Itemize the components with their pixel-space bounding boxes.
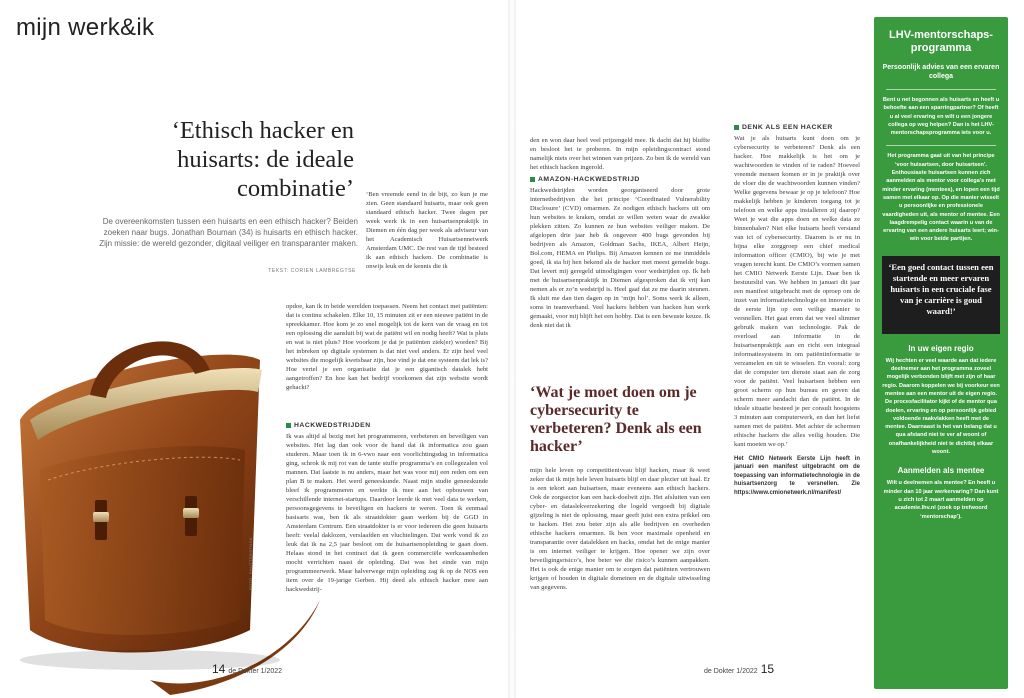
page-number: 15	[760, 662, 775, 676]
col-a-wide	[286, 302, 488, 392]
paragraph: ‘Ben vreemde eend in de bijt, zo kun je me zien. Geen standaard huisarts, maar ook geen standaard ethisch hacker. Twee dagen per week werk ik in een huisartsenpraktijk in Diemen en één dag per week als adviseur van het Academisch Huisartsennetwerk Amsterdam UMC. De rest van de tijd besteed ik aan ethisch hacken. De combinatie is onwijs leuk en de kennis die ik	[366, 191, 488, 270]
subhead-denk-als-hacker	[734, 123, 860, 132]
sidebar-paragraph: Bent u net begonnen als huisarts en heeft u behoefte aan een sparringpartner? Of heeft u al veel ervaring en wilt u een jongere collega op weg helpen? Dan is het LHV-mentorschapsprogramma iets voor u.	[882, 97, 1000, 137]
subhead-amazon	[530, 175, 710, 184]
page-number: 14	[212, 662, 226, 676]
divider	[886, 89, 996, 90]
sidebar-quote: ‘Een goed contact tussen een startende en meer ervaren huisarts in een cruciale fase van je carrière is goud waard!’	[882, 256, 1000, 334]
folio-right	[704, 662, 774, 676]
sidebar-heading: Aanmelden als mentee	[897, 466, 985, 476]
paragraph: Ik was altijd al bezig met het programmeren, verbeteren en beveiligen van websites. Het lag dan ook voor de hand dat ik informatica zou gaan studeren. Maar toen ik in 6-vwo naar een voorlichtingsdag in informatica ging, schrok ik mij rot van de tante stuffe programma’s en collegezalen vol mannen. Dat laatste is nu anders, maar het was voor mij een reden om een plan B te maken. Het werd geneeskunde. Naast mijn studie geneeskunde bleef ik programmeren en werkte ik mee aan het opbouwen van verschillende internet-startups. Daardoor leerde ik met veel data te werken, persoonsgegevens te beveiligen en hackers te weren. Toen ik eenmaal basisarts was, ben ik als straatdokter gaan werken bij de GGD in Amsterdam Centrum. Een straatdokter is er voor iedereen die geen huisarts heeft: veelal daklozen, verslaafden en vluchtelingen. Dat werk vond ik zo leuk dat ik na 2,5 jaar besloot om de huisartsenopleiding te gaan doen. Helaas stond in het contract dat ik geen commerciële werkzaamheden mocht verrichten naast de opleiding. Dat was het einde van mijn programmeerwerk. Maar halverwege mijn opleiding zag ik op de NOS een item over de 19-jarige Gerben. Hij deed als ethisch hacker mee aan hackwedstrij-	[286, 433, 488, 593]
subhead-label: HACKWEDSTRIJDEN	[294, 422, 371, 429]
sidebar-subtitle: Persoonlijk advies van een ervaren collega	[882, 64, 1000, 80]
folio-left	[212, 662, 282, 676]
cmio-note: Het CMIO Netwerk Eerste Lijn heeft in januari een manifest uitgebracht om de toepassing van informatietechnologie in de huisartsenzorg te versnellen. Zie https://www.cmionetwerk.nl/manifest/	[734, 456, 860, 496]
square-icon	[530, 177, 535, 182]
magazine-name: de Dokter 1/2022	[228, 668, 283, 675]
square-icon	[734, 125, 739, 130]
photo-credit: FOTO: SHUTTERSTOCK	[248, 536, 253, 590]
author-credit: TEKST: CORIEN LAMBREGTSE	[268, 268, 356, 274]
paragraph: Hackwedstrijden worden georganiseerd door grote internetbedrijven die het principe ‘Coordinated Vulnerability Disclosure’ (CVD) omarmen. Ze nodigen ethisch hackers uit om hun websites te kraken, omdat ze willen weten waar de zwakke plekken zitten. Zo kunnen ze hun websites veiliger maken. De afgelopen drie jaar heb ik ongeveer 400 bugs gevonden bij bedrijven als Amazon, Goldman Sachs, IKEA, Albert Heijn, Bol.com, HEMA en Philips. Bij Amazon kennen ze me inmiddels goed, ik sta bij hen bekend als de hacker met meest gemelde bugs. Dat levert mij geregeld uitnodigingen voor wedstrijden op. Ik heb met de huisartsenpraktijk in Diemen afgesproken dat ik vrij kan nemen als er zo’n wedstrijd is. Heel gaaf dat ze me daarin steunen. Ik sluit me dan tien dagen op in ‘mijn hol’. Soms werk ik alleen, soms in teamverband. Veel hackers hebben van hacken hun werk gemaakt, voor mij blijft het een hobby. Dat is een bewuste keuze. Ik denk niet dat ik	[530, 187, 710, 329]
sidebar-heading: In uw eigen regio	[908, 343, 974, 353]
sidebar-paragraph: Wij hechten er veel waarde aan dat iedere deelnemer aan het programma zoveel mogelijk verbonden blijft met zijn of haar regio. Daarom koppelen we bij voorkeur een mentee aan een mentor uit de eigen regio. De procesfacilitator kijkt of de mentor qua doelen, ervaring en op persoonlijk gebied voldoende raakvlakken heeft met de mentee. Daarnaast is het van belang dat u qua afstand niet te ver af woont of onafhankelijkheid niet te dichtbij elkaar woont.	[882, 357, 1000, 456]
paragraph: opdoe, kan ik in beide werelden toepassen. Neem het contact met patiënten: dat is continu schakelen. Elke 10, 15 minuten zit er een nieuwe patiënt in de spreekkamer. Hoe kom je zo snel mogelijk tot de kern van de vraag en tot een oplossing die aansluit bij wat de patiënt wil en nodig heeft? Wat is pluis en wat is niet pluis? Hoe voorkom je dat je patiënten ziek(er) worden? Bij het inbreken op digitale systemen is dat niet veel anders. Er zijn heel veel websites die mogelijk kwetsbaar zijn, hoe vind je dat ene systeem dat lek is? Hoe vertel je een organisatie dat je een gigantisch datalek hebt aangetroffen? En hoe kan het bedrijf voorkomen dat zijn website wordt gehackt?	[286, 303, 488, 391]
subhead-label: AMAZON-HACKWEDSTRIJD	[538, 176, 640, 183]
col-c	[734, 120, 860, 497]
subhead-hackwedstrijden	[286, 421, 488, 430]
magazine-name: de Dokter 1/2022	[704, 668, 758, 675]
subhead-label: DENK ALS EEN HACKER	[742, 124, 833, 131]
col-a-lower	[286, 418, 488, 594]
paragraph: mijn hele leven op competitieniveau blijf hacken, maar ik weet zeker dat ik mijn hele leven huisarts blijf en daar plezier uit haal. Er is een tekort aan huisartsen, maar eveneens aan ethisch hackers. Ook de zorgsector kan een hack-doelwit zijn. Het afsluiten van een cyber- en dataslekverzekering die logeld vergoedt bij digitale gijzeling is niet de oplossing, maar geeft juist een extra prikkel om te hacken. Het zou beter zijn als alle bedrijven en overheden ethische hackers omarmen. Ik ben voor maximale openheid en transparantie over datalekken en hacks, omdat het de enige manier is om internet veiliger te krijgen. Hoe opener we zijn over beveiligingsrisico’s, hoe beter we die risico’s kunnen aanpakken. Het is ook de enige manier om te zorgen dat patiënten vertrouwen krijgen of houden in digitale domeinen en de digitale uitwisseling van gegevens.	[530, 467, 710, 591]
sidebar-paragraph: Wilt u deelnemen als mentee? En heeft u minder dan 10 jaar werkervaring? Dan kunt u zich tot 2 maart aanmelden op academie.lhv.nl (zoek op trefwoord ‘mentorschap’).	[883, 480, 999, 520]
paragraph: Wat je als huisarts kunt doen om je cybersecurity te verbeteren? Denk als een hacker. Hoe makkelijk is het om je wachtwoorden te vinden of te raden? Hoeveel vreemde mensen komen er in je praktijk over de vloer die de wachtwoorden kunnen vinden? Welke gegevens bewaar je op je telefoon? Hoe makkelijk hebben je kinderen toegang tot je telefoon en welke apps installeren zij daarop? Weet je wat die apps doen en welke data ze binnenhalen? Niet elke huisarts heeft verstand van ict of cybersecurity. Daarom is er nu in bijna elke zorggroep een chief medical information officer (CMIO), bij wie je met vragen terecht kunt. De CMIO’s vormen samen het CMIO Netwerk Eerste Lijn. Daar ben ik bestuurslid van. We hebben in januari dit jaar een manifest uitgebracht met de oproep om de inzet van informatietechnologie en innovatie in de eerste lijn op een veilige manier te versnellen. Het gaat erom dat we veel slimmer gebruik maken van technologie. Pak de overload aan informatie in de huisartsenpraktijk aan en richt een integraal informatiesysteem in om patiëntinformatie te verzamelen en uit te wisselen. En vooral: zorg dat de computer ten dienste staat aan de zorg voor de patiënt. Veel huisartsen hebben een groot scherm op hun bureau en geven dat scherm meer aandacht dan de patiënt. In de ideale situatie besteed je per consult hoogstens 3 minuten aan computerwerk, en dan het liefst samen met de patiënt. Met achter de schermen ethische hackers die alles veilig houden. Die kant moeten we op.’	[734, 135, 860, 448]
col-a-top	[366, 190, 488, 271]
pull-quote: ‘Wat je moet doen om je cybersecurity te verbeteren? Denk als een hacker’	[530, 384, 702, 455]
section-label: mijn werk&ik	[16, 14, 155, 41]
col-b-lower	[530, 466, 710, 592]
divider	[886, 145, 996, 146]
sidebar-title: LHV-mentorschaps-programma	[889, 29, 993, 54]
spine-gutter	[508, 0, 516, 698]
doctor-bag-photo	[0, 300, 330, 698]
mentorship-sidebar	[874, 17, 1008, 689]
sidebar-paragraph: Het programma gaat uit van het principe ‘voor huisartsen, door huisartsen’. Enthousiaste huisartsen kunnen zich aanmelden als mentor voor collega’s met minder ervaring (mentees), en lopen een tijd samen met elkaar op. Op die manier wisselt u persoonlijke en professionele vaardigheden uit, als mentor of mentee. Een laagdrempelig contact waarin u van de ervaring van een andere huisarts leert; win-win voor beide partijen.	[882, 153, 1000, 243]
article-intro: De overeenkomsten tussen een huisarts en een ethisch hacker? Beiden zoeken naar bugs. Jonathan Bouman (34) is huisarts en ethisch hacker. Zijn missie: de wereld gezonder, digitaal veiliger en transparanter maken.	[99, 217, 358, 248]
col-b	[530, 136, 710, 330]
article-headline: ‘Ethisch hacker en huisarts: de ideale combinatie’	[171, 117, 354, 202]
square-icon	[286, 423, 291, 428]
paragraph: den en won daar heel veel prijzengeld mee. Ik dacht dat hij bluffte en besloot het te proberen. In mijn opleidingscontract stond namelijk niets over het winnen van prijzen. Zo ben ik de wereld van het ethisch hacken ingerold.	[530, 137, 710, 171]
